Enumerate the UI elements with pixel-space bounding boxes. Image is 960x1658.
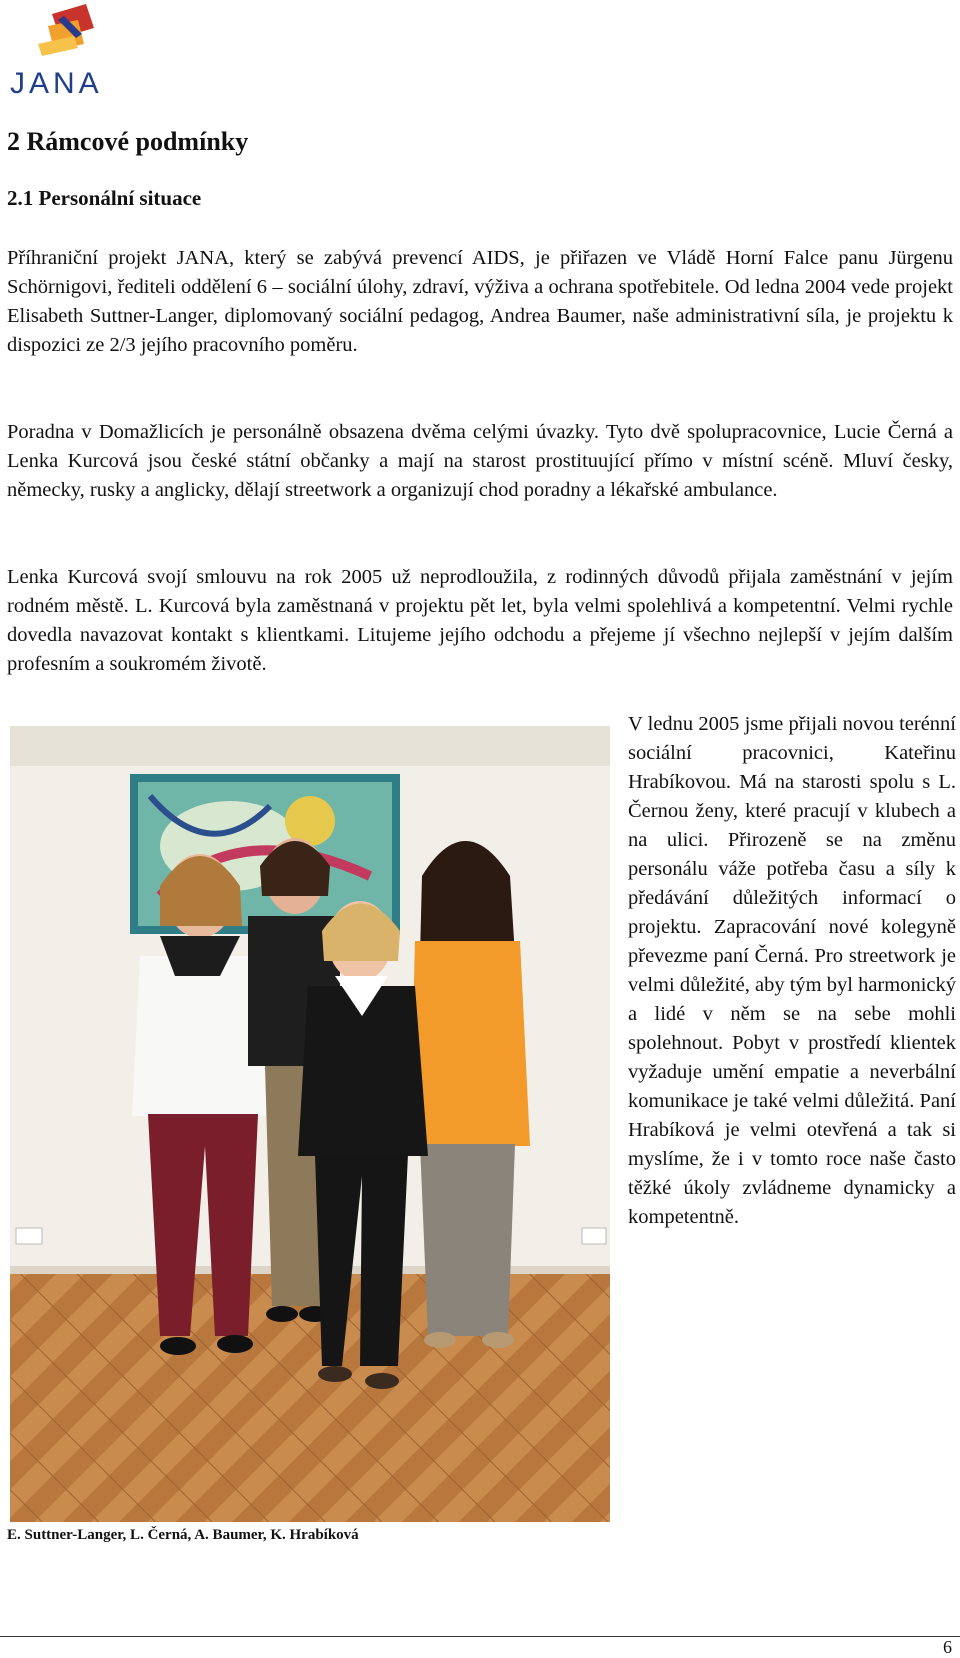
footer-rule [0,1636,960,1637]
paragraph-project-overview: Příhraniční projekt JANA, který se zabývá prevencí AIDS, je přiřazen ve Vládě Horní Falce panu Jürgenu Schörnigovi, řediteli oddělení 6 – sociální úlohy, zdraví, výživa a ochrana spotřebitele. Od ledna 2004 vede projekt Elisabeth Suttner-Langer, diplomovaný sociální pedagog, Andrea Baumer, naše administrativní síla, je projektu k dispozici ze 2/3 jejího pracovního poměru. [7,247,953,356]
paragraph-counselling-staff: Poradna v Domažlicích je personálně obsazena dvěma celými úvazky. Tyto dvě spolupracovnice, Lucie Černá a Lenka Kurcová jsou české státní občanky a mají na starost prostituující přímo v místní scéně. Mluví česky, německy, rusky a anglicky, dělají streetwork a organizují chod poradny a lékařské ambulance. [7,421,953,501]
photo-caption: E. Suttner-Langer, L. Černá, A. Baumer, K. Hrabíková [7,1527,359,1543]
team-photo-illustration [10,726,610,1522]
section-heading: 2 Rámcové podmínky [7,127,249,156]
page-number: 6 [943,1637,952,1657]
logo-mark-icon [8,4,120,68]
subsection-heading: 2.1 Personální situace [7,186,202,210]
logo-wordmark: JANA [10,67,103,100]
jana-logo [8,4,120,100]
team-photo [10,726,610,1522]
side-column-text: V lednu 2005 jsme přijali novou terénní sociální pracovnici, Kateřinu Hrabíkovou. Má na starosti spolu s L. Černou ženy, které pracují v klubech a na ulici. Přirozeně se na změnu personálu váže potřeba času a síly k předávání důležitých informací o projektu. Zapracování nové kolegyně převezme paní Černá. Pro streetwork je velmi důležité, aby tým byl harmonický a lidé v něm se na sebe mohli spolehnout. Pobyt v prostředí klientek vyžaduje umění empatie a neverbální komunikace je také velmi důležitá. Paní Hrabíková je velmi otevřená a tak si myslíme, že i v tomto roce naše často těžké úkoly zvládneme dynamicky a kompetentně. [628,713,956,1228]
paragraph-staff-departure: Lenka Kurcová svojí smlouvu na rok 2005 už neprodloužila, z rodinných důvodů přijala zaměstnání v jejím rodném městě. L. Kurcová byla zaměstnaná v projektu pět let, byla velmi spolehlivá a kompetentní. Velmi rychle dovedla navazovat kontakt s klientkami. Litujeme jejího odchodu a přejeme jí všechno nejlepší v jejím dalším profesním a soukromém životě. [7,566,953,675]
